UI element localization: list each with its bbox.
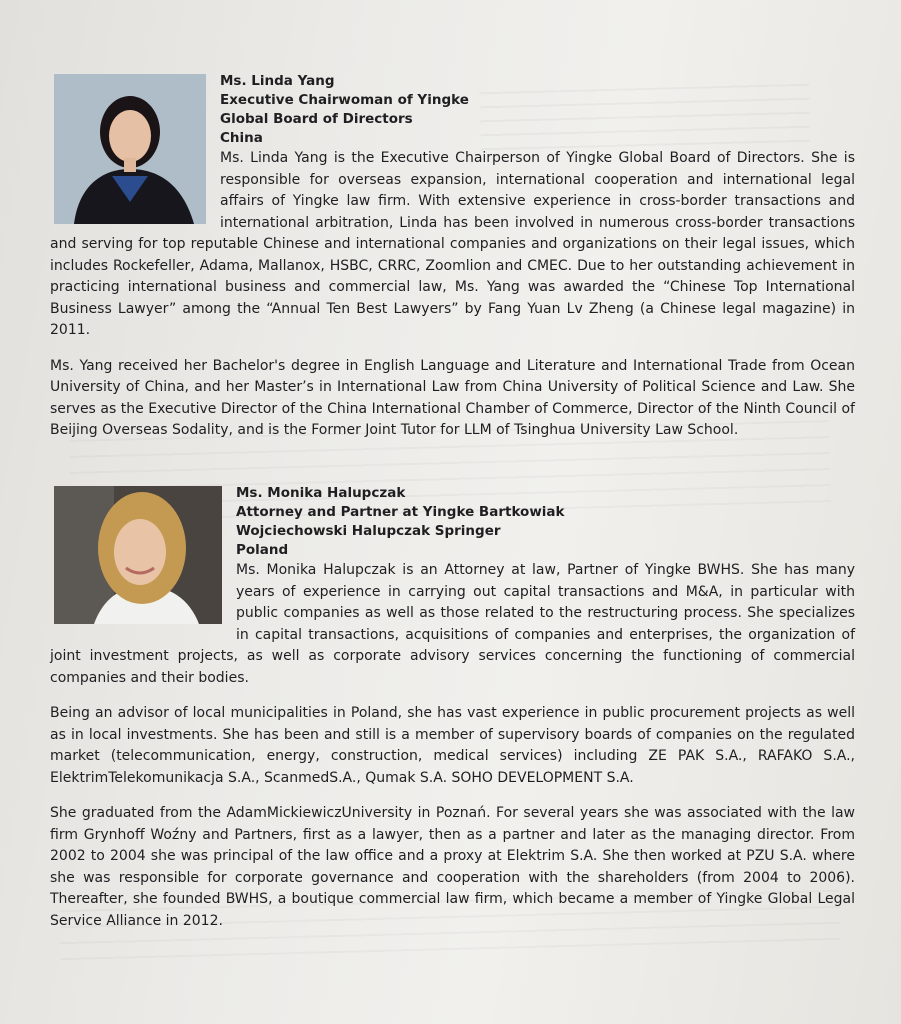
- bio-title: Attorney and Partner at Yingke Bartkowiak: [236, 504, 565, 520]
- bio-paragraph: Ms. Yang received her Bachelor's degree in English Language and Literature and International Trade from Ocean University of China, and her Master’s in International Law from China University of Political Science and Law. She serves as the Executive Director of the China International Chamber of Commerce, Director of the Ninth Council of Beijing Overseas Sodality, and is the Former Joint Tutor for LLM of Tsinghua University Law School.: [50, 357, 855, 438]
- bio-monika-halupczak: [50, 484, 855, 932]
- bio-paragraph: Ms. Monika Halupczak is an Attorney at law, Partner of Yingke BWHS. She has many years of experience in carrying out capital transactions and M&A, in particular with public companies as well as those related to the restructuring process. She specializes in capital transactions, acquisitions of companies and enterprises, the organization of joint investment projects, as well as corporate advisory services concerning the functioning of commercial companies and their bodies.: [50, 562, 855, 686]
- portrait-illustration: [54, 486, 222, 624]
- bio-country: Poland: [236, 542, 289, 558]
- portrait-monika-halupczak: [54, 486, 222, 624]
- bio-name: Ms. Linda Yang: [220, 73, 335, 89]
- bio-title-line2: Global Board of Directors: [220, 111, 413, 127]
- portrait-illustration: [54, 74, 206, 224]
- bio-paragraph: She graduated from the AdamMickiewiczUniversity in Poznań. For several years she was associated with the law firm Grynhoff Woźny and Partners, first as a lawyer, then as a partner and later as the managing director. From 2002 to 2004 she was principal of the law office and a proxy at Elektrim S.A. She then worked at PZU S.A. where she was responsible for corporate governance and cooperation with the shareholders (from 2004 to 2006). Thereafter, she founded BWHS, a boutique commercial law firm, which became a member of Yingke Global Legal Service Alliance in 2012.: [50, 805, 855, 929]
- bio-name: Ms. Monika Halupczak: [236, 485, 406, 501]
- bio-paragraph: Being an advisor of local municipalities in Poland, she has vast experience in public procurement projects as well as in local investments. She has been and still is a member of supervisory boards of companies on the regulated market (telecommunication, energy, construction, medical services) including ZE PAK S.A., RAFAKO S.A., ElektrimTelekomunikacja S.A., ScanmedS.A., Qumak S.A. SOHO DEVELOPMENT S.A.: [50, 705, 855, 786]
- bio-linda-yang: [50, 72, 855, 442]
- portrait-linda-yang: [54, 74, 206, 224]
- bio-title-line2: Wojciechowski Halupczak Springer: [236, 523, 501, 539]
- bio-paragraph: Ms. Linda Yang is the Executive Chairperson of Yingke Global Board of Directors. She is responsible for overseas expansion, international cooperation and international legal affairs of Yingke law firm. With extensive experience in cross-border transactions and international arbitration, Linda has been involved in numerous cross-border transactions and serving for top reputable Chinese and international companies and organizations on their legal issues, which includes Rockefeller, Adama, Mallanox, HSBC, CRRC, Zoomlion and CMEC. Due to her outstanding achievement in practicing international business and commercial law, Ms. Yang was awarded the “Chinese Top International Business Lawyer” among the “Annual Ten Best Lawyers” by Fang Yuan Lv Zheng (a Chinese legal magazine) in 2011.: [50, 150, 855, 338]
- bio-title: Executive Chairwoman of Yingke: [220, 92, 469, 108]
- bio-country: China: [220, 130, 263, 146]
